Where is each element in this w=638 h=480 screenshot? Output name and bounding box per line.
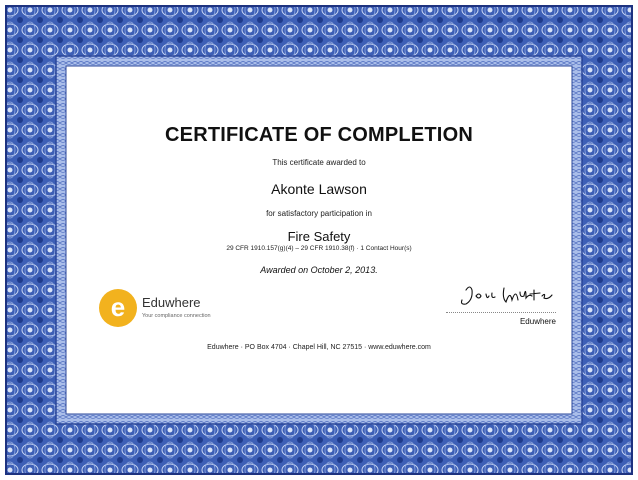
logo-name: Eduwhere <box>142 295 201 310</box>
eduwhere-logo <box>98 290 218 328</box>
regulation-text: 29 CFR 1910.157(g)(4) – 29 CFR 1910.38(f) · 1 Contact Hour(s) <box>226 245 412 252</box>
certificate-title: CERTIFICATE OF COMPLETION <box>165 124 473 146</box>
signature-block <box>446 280 556 330</box>
signature-image <box>446 280 556 310</box>
footer-address: Eduwhere · PO Box 4704 · Chapel Hill, NC 27515 · www.eduwhere.com <box>207 344 431 351</box>
recipient-name: Akonte Lawson <box>271 181 367 197</box>
course-name: Fire Safety <box>287 229 351 244</box>
signature-line <box>446 312 556 313</box>
awarded-to-label: This certificate awarded to <box>272 158 366 167</box>
awarded-date: Awarded on October 2, 2013. <box>260 265 378 275</box>
participation-label: for satisfactory participation in <box>266 209 372 218</box>
logo-tagline: Your compliance connection <box>142 313 211 319</box>
certificate-body <box>74 74 564 404</box>
svg-text:e: e <box>110 292 126 322</box>
signature-org: Eduwhere <box>519 317 556 326</box>
eduwhere-logo-icon <box>98 288 138 328</box>
